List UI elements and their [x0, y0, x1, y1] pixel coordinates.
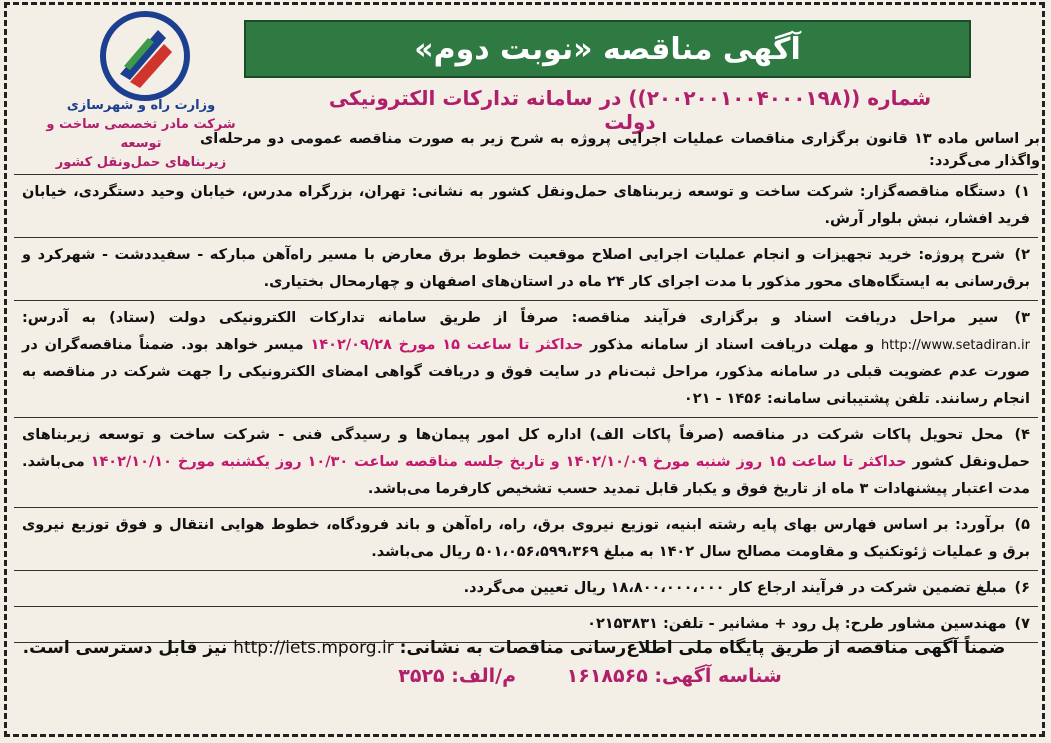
item-number: ۴)	[1014, 427, 1030, 443]
items-list	[14, 174, 1038, 643]
intro-paragraph: بر اساس ماده ۱۳ قانون برگزاری مناقصات عملیات اجرایی پروژه به شرح زیر به صورت مناقصه عمومی دو مرحله‌ای واگذار می‌گردد:	[200, 131, 1040, 169]
item-text-c: میسر خواهد بود. ضمناً مناقصه‌گران در صورت عدم عضویت قبلی در سامانه مذکور، مراحل ثبت‌نام در سایت فوق و دریافت گواهی امضای الکترونیکی را جهت شرکت در مناقصه به انجام رسانند. تلفن پشتیبانی سامانه: ۱۴۵۶ - ۰۲۱	[22, 337, 1030, 407]
item-text: شرح پروژه: خرید تجهیزات و انجام عملیات اجرایی اصلاح موقعیت خطوط برق معارض با مسیر راه‌آهن مبارکه - سفیددشت - شهرکرد و برق‌رسانی به ایستگاه‌های محور مذکور با مدت اجرای کار ۲۴ ماه در استان‌های اصفهان و چهارمحال بختیاری.	[22, 247, 1030, 290]
footer-text-a: ضمناً آگهی مناقصه از طریق پایگاه ملی اطلاع‌رسانی مناقصات به نشانی:	[399, 638, 1006, 658]
item-number: ۶)	[1014, 580, 1030, 596]
org-line-3: زیربناهای حمل‌ونقل کشور	[55, 155, 227, 170]
footer-note	[14, 638, 1014, 658]
item-text: مبلغ تضمین شرکت در فرآیند ارجاع کار ۱۸،۸۰۰،۰۰۰،۰۰۰ ریال تعیین می‌گردد.	[463, 580, 1007, 596]
item-number: ۱)	[1014, 184, 1030, 200]
ad-title-banner: آگهی مناقصه «نوبت دوم»	[244, 20, 971, 78]
item-number: ۲)	[1014, 247, 1030, 263]
setad-link[interactable]: http://www.setadiran.ir	[880, 338, 1030, 353]
item-number: ۳)	[1014, 310, 1030, 326]
ad-identifier	[300, 665, 880, 687]
item-6	[14, 571, 1038, 607]
item-text: برآورد: بر اساس فهارس بهای پایه رشته ابنیه، توزیع نیروی برق، راه، راه‌آهن و باند فرودگاه، خطوط هوایی انتقال و فوق توزیع نیروی برق و عملیات ژئوتکنیک و مقاومت مصالح سال ۱۴۰۲ به مبلغ ۵۰۱،۰۵۶،۵۹۹،۳۶۹ ریال می‌باشد.	[22, 517, 1030, 560]
item-text: دستگاه مناقصه‌گزار: شرکت ساخت و توسعه زیربناهای حمل‌ونقل کشور به نشانی: تهران، بزرگراه مدرس، خیابان وحید دستگردی، خیابان فرید افشار، نبش بلوار آرش.	[22, 184, 1030, 227]
org-line-2: شرکت مادر تخصصی ساخت و توسعه	[46, 117, 236, 151]
item-3	[14, 301, 1038, 418]
item-text-a: سیر مراحل دریافت اسناد و برگزاری فرآیند مناقصه: صرفاً از طریق سامانه تدارکات الکترونیکی دولت (ستاد) به آدرس:	[22, 310, 999, 326]
item-text-b: می‌باشد. مدت اعتبار پیشنهادات ۳ ماه از تاریخ فوق و یکبار قابل تمدید حسب تشخیص کارفرما می‌باشد.	[22, 454, 1030, 497]
item-4	[14, 418, 1038, 508]
item-number: ۵)	[1014, 517, 1030, 533]
org-line-1: وزارت راه و شهرسازی	[66, 98, 216, 113]
deadline-text: حداکثر تا ساعت ۱۵ روز شنبه مورخ ۱۴۰۲/۱۰/۰۹ و تاریخ جلسه مناقصه ساعت ۱۰/۳۰ روز یکشنبه مورخ ۱۴۰۲/۱۰/۱۰	[90, 454, 907, 470]
ministry-logo-icon	[100, 10, 190, 102]
ad-ref: م/الف: ۳۵۲۵	[398, 665, 516, 687]
item-text: مهندسین مشاور طرح: پل رود + مشانیر - تلفن: ۰۲۱۵۳۸۳۱	[587, 616, 1007, 632]
tender-number: شماره ((۲۰۰۲۰۰۱۰۰۴۰۰۰۱۹۸)) در سامانه تدارکات الکترونیکی دولت	[328, 86, 932, 134]
deadline-text: حداکثر تا ساعت ۱۵ مورخ ۱۴۰۲/۰۹/۲۸	[310, 337, 584, 353]
ad-id: شناسه آگهی: ۱۶۱۸۵۶۵	[566, 665, 782, 687]
footer-text-b: نیز قابل دسترسی است.	[22, 638, 228, 658]
item-text-a: محل تحویل پاکات شرکت در مناقصه (صرفاً پاکات الف) اداره کل امور پیمان‌ها و رسیدگی فنی - شرکت ساخت و توسعه زیربناهای حمل‌ونقل کشور	[22, 427, 1030, 470]
iets-link[interactable]: http://iets.mporg.ir	[233, 638, 394, 658]
item-2	[14, 238, 1038, 301]
item-5	[14, 508, 1038, 571]
item-1	[14, 175, 1038, 238]
item-number: ۷)	[1014, 616, 1030, 632]
item-text-b: و مهلت دریافت اسناد از سامانه مذکور	[590, 337, 875, 353]
